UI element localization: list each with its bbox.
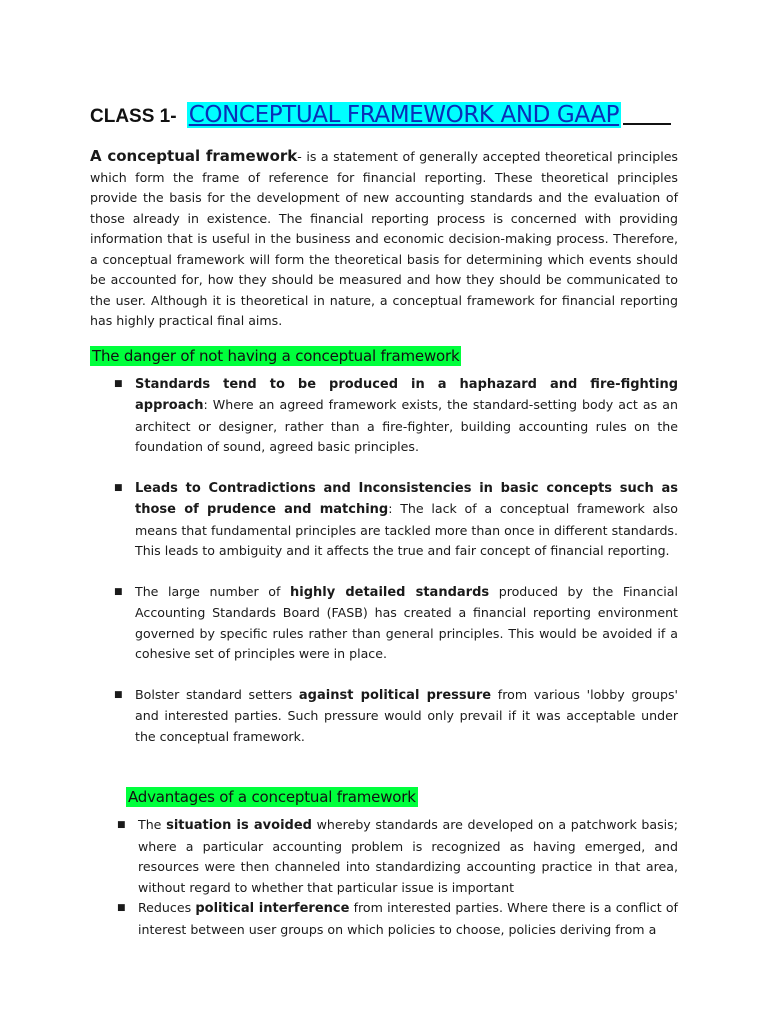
item-bold: Leads to Contradictions and Inconsistencies in basic concepts such as those of prudence and matching bbox=[135, 480, 678, 517]
bullet-square-icon: ■ bbox=[114, 689, 123, 700]
intro-term: A conceptual framework bbox=[90, 147, 298, 165]
bullet-square-icon: ■ bbox=[114, 586, 123, 597]
advantages-list bbox=[90, 815, 678, 940]
document-page bbox=[90, 96, 678, 940]
list-item bbox=[90, 374, 678, 458]
section-heading-dangers: The danger of not having a conceptual framework bbox=[92, 346, 460, 365]
item-text-pre: The large number of bbox=[135, 583, 291, 599]
item-text-post: from interested parties. Where there is a conflict of interest between user groups on which policies to choose, policies deriving from a bbox=[138, 900, 678, 937]
bullet-square-icon: ■ bbox=[114, 378, 123, 389]
item-text-pre: Reduces bbox=[138, 900, 196, 915]
list-item bbox=[90, 685, 678, 748]
item-text-post: : The lack of a conceptual framework also means that fundamental principles are tackled more than once in different standards. This leads to ambiguity and it affects the true and fair concept of financial reporting. bbox=[135, 501, 678, 558]
bullet-square-icon: ■ bbox=[117, 820, 126, 830]
dangers-list bbox=[90, 374, 678, 748]
document-title bbox=[90, 96, 678, 132]
item-bold: situation is avoided bbox=[166, 818, 312, 833]
intro-paragraph bbox=[90, 146, 678, 332]
item-bold: against political pressure bbox=[298, 687, 492, 703]
item-text-post: whereby standards are developed on a patchwork basis; where a particular accounting problem is recognized as having emerged, and resources were then channeled into standardizing accounting practice in that area, without regard to whether that particular issue is important bbox=[138, 817, 678, 895]
item-bold: Standards tend to be produced in a haphazard and fire-fighting approach bbox=[135, 376, 678, 413]
item-text-post: : Where an agreed framework exists, the standard-setting body act as an architect or designer, rather than a fire-fighter, building accounting rules on the foundation of sound, agreed basic principles. bbox=[135, 397, 678, 454]
item-text-post: from various 'lobby groups' and interested parties. Such pressure would only prevail if it was acceptable under the conceptual framework. bbox=[135, 686, 679, 744]
class-label: CLASS 1- bbox=[90, 106, 177, 127]
item-text-post: produced by the Financial Accounting Standards Board (FASB) has created a financial reporting environment governed by specific rules rather than general principles. This would be avoided if a cohesive set of principles were in place. bbox=[135, 583, 678, 661]
list-item bbox=[90, 582, 678, 665]
intro-text: - is a statement of generally accepted theoretical principles which form the frame of reference for financial reporting. These theoretical principles provide the basis for the development of new accounting standards and the evaluation of those already in existence. The financial reporting process is concerned with providing information that is useful in the business and economic decision-making process. Therefore, a conceptual framework will form the theoretical basis for determining which events should be accounted for, how they should be measured and how they should be communicated to the user. Although it is theoretical in nature, a conceptual framework for financial reporting has highly practical final aims. bbox=[90, 149, 678, 328]
list-item bbox=[90, 815, 678, 898]
item-bold: political interference bbox=[195, 901, 350, 916]
title-highlight: CONCEPTUAL FRAMEWORK AND GAAP bbox=[188, 102, 620, 128]
section-heading-advantages: Advantages of a conceptual framework bbox=[128, 788, 416, 806]
item-text-pre: Bolster standard setters bbox=[135, 686, 299, 702]
item-text-pre: The bbox=[138, 817, 167, 832]
title-underline-trail bbox=[623, 123, 671, 125]
list-item bbox=[90, 898, 678, 940]
list-item bbox=[90, 478, 678, 562]
item-bold: highly detailed standards bbox=[290, 584, 490, 600]
bullet-square-icon: ■ bbox=[117, 903, 126, 913]
bullet-square-icon: ■ bbox=[114, 482, 123, 493]
